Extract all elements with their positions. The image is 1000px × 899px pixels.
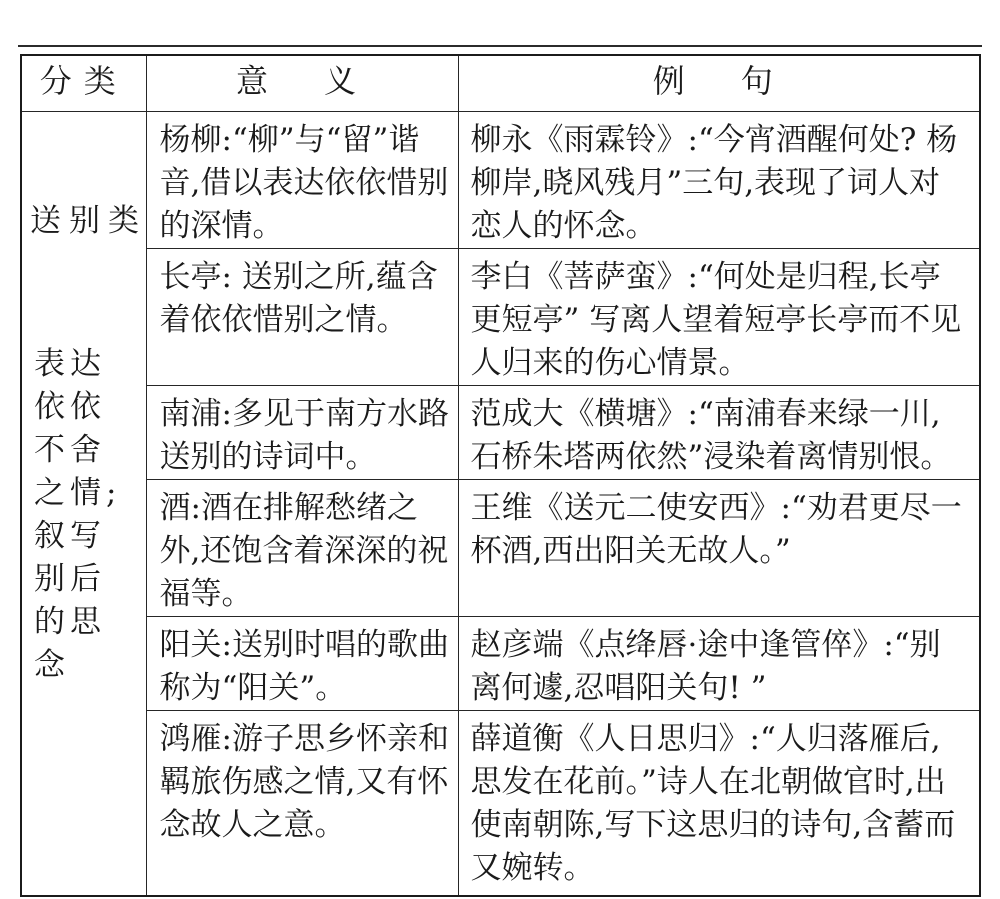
meaning-cell: 鸿雁:游子思乡怀亲和羁旅伤感之情,又有怀念故人之意。 (146, 710, 458, 896)
example-cell: 范成大《横塘》:“南浦春来绿一川,石桥朱塔两依然”浸染着离情别恨。 (458, 385, 980, 479)
poetry-imagery-table (20, 54, 981, 897)
table-row (21, 479, 980, 616)
example-cell: 李白《菩萨蛮》:“何处是归程,长亭更短亭” 写离人望着短亭长亭而不见人归来的伤心情景。 (458, 248, 980, 385)
column-header-example: 例 句 (458, 55, 980, 111)
column-header-meaning: 意 义 (146, 55, 458, 111)
example-cell: 赵彦端《点绛唇·途中逢管倅》:“别离何遽,忍唱阳关句! ” (458, 616, 980, 710)
meaning-cell: 长亭: 送别之所,蕴含着依依惜别之情。 (146, 248, 458, 385)
example-cell: 柳永《雨霖铃》:“今宵酒醒何处? 杨柳岸,晓风残月”三句,表现了词人对恋人的怀念。 (458, 111, 980, 248)
table-row (21, 710, 980, 896)
table-row (21, 616, 980, 710)
table-row (21, 111, 980, 248)
meaning-cell: 杨柳:“柳”与“留”谐音,借以表达依依惜别的深情。 (146, 111, 458, 248)
header-row (21, 55, 980, 111)
top-rule (18, 45, 982, 47)
category-description: 表达依依不舍之情;叙写别后的思念 (34, 345, 122, 683)
category-cell (21, 111, 146, 896)
meaning-cell: 南浦:多见于南方水路送别的诗词中。 (146, 385, 458, 479)
meaning-cell: 阳关:送别时唱的歌曲称为“阳关”。 (146, 616, 458, 710)
meaning-cell: 酒:酒在排解愁绪之外,还饱含着深深的祝福等。 (146, 479, 458, 616)
column-header-category: 分类 (21, 55, 146, 111)
example-cell: 薛道衡《人日思归》:“人归落雁后,思发在花前。”诗人在北朝做官时,出使南朝陈,写下这思归的诗句,含蓄而又婉转。 (458, 710, 980, 896)
category-label: 送别类 (30, 202, 147, 239)
table-row (21, 248, 980, 385)
example-cell: 王维《送元二使安西》:“劝君更尽一杯酒,西出阳关无故人。” (458, 479, 980, 616)
table-row (21, 385, 980, 479)
